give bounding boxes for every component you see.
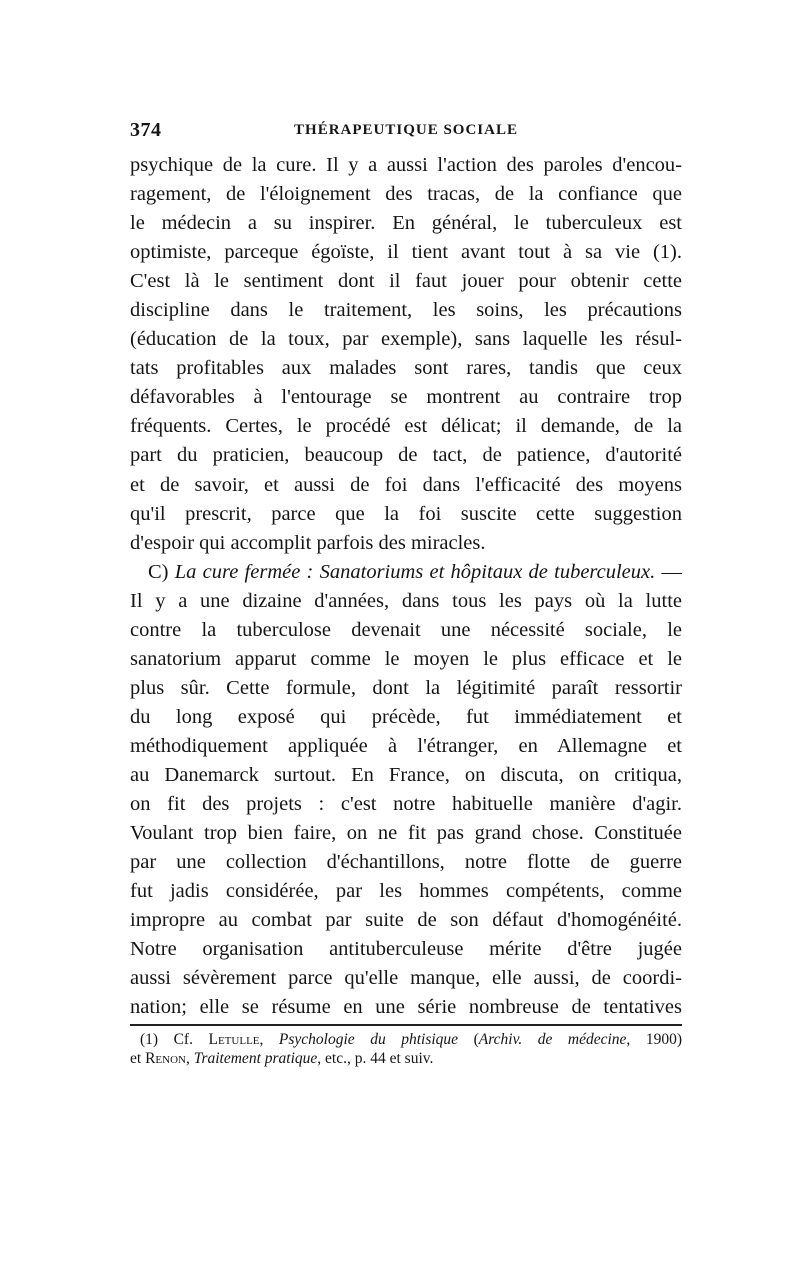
footnote-separator: , bbox=[259, 1031, 279, 1048]
section-heading-line bbox=[130, 558, 682, 587]
text-line: tats profitables aux malades sont rares, tandis que ceux bbox=[130, 357, 682, 380]
text-line: discipline dans le traitement, les soins, les précautions bbox=[130, 299, 682, 322]
text-line: méthodiquement appliquée à l'étranger, en Allemagne et bbox=[130, 734, 682, 757]
text-line: défavorables à l'entourage se montrent au contraire trop bbox=[130, 386, 682, 409]
text-line: psychique de la cure. Il y a aussi l'action des paroles d'encou- bbox=[130, 154, 682, 176]
footnote-title: Traitement pratique bbox=[193, 1050, 318, 1067]
text-line: du long exposé qui précède, fut immédiatement et bbox=[130, 705, 682, 728]
section-dash: — bbox=[655, 560, 682, 583]
text-line: aussi sévèrement parce qu'elle manque, elle aussi, de coordi- bbox=[130, 967, 682, 990]
section-title: La cure fermée : Sanatoriums et hôpitaux de tuberculeux. bbox=[174, 560, 656, 583]
footnote-line bbox=[130, 1049, 682, 1068]
footnote bbox=[130, 1030, 682, 1068]
page-number: 374 bbox=[130, 119, 162, 141]
text-line: part du praticien, beaucoup de tact, de patience, d'autorité bbox=[130, 444, 682, 467]
section-label: C) bbox=[148, 560, 175, 583]
footnote-prefix: (1) Cf. bbox=[140, 1031, 209, 1048]
footnote-year: , 1900) bbox=[626, 1031, 682, 1048]
text-line: fut jadis considérée, par les hommes compétents, comme bbox=[130, 880, 682, 903]
text-line: sanatorium apparut comme le moyen le plus efficace et le bbox=[130, 647, 682, 670]
text-line: contre la tuberculose devenait une nécessité sociale, le bbox=[130, 618, 682, 641]
text-line: par une collection d'échantillons, notre flotte de guerre bbox=[130, 851, 682, 874]
footnote-journal: Archiv. de médecine bbox=[478, 1031, 627, 1048]
text-line: Voulant trop bien faire, on ne fit pas grand chose. Constituée bbox=[130, 822, 682, 845]
running-head bbox=[130, 119, 682, 143]
footnote-author: Letulle bbox=[208, 1031, 260, 1048]
text-line: Notre organisation antituberculeuse mérite d'être jugée bbox=[130, 938, 682, 961]
footnote-author: Renon bbox=[145, 1050, 186, 1067]
footnote-prefix: et bbox=[130, 1050, 146, 1067]
footnote-line bbox=[130, 1030, 682, 1049]
body-text bbox=[130, 151, 682, 1022]
text-line: ragement, de l'éloignement des tracas, de la confiance que bbox=[130, 183, 682, 206]
text-line: (éducation de la toux, par exemple), sans laquelle les résul- bbox=[130, 328, 682, 351]
text-line: fréquents. Certes, le procédé est délicat; il demande, de la bbox=[130, 415, 682, 438]
text-line: et de savoir, et aussi de foi dans l'efficacité des moyens bbox=[130, 473, 682, 496]
text-line: le médecin a su inspirer. En général, le tuberculeux est bbox=[130, 212, 682, 235]
footnote-paren: ( bbox=[458, 1031, 479, 1048]
footnote-rest: , etc., p. 44 et suiv. bbox=[317, 1050, 434, 1067]
text-line: on fit des projets : c'est notre habituelle manière d'agir. bbox=[130, 793, 682, 816]
text-line: nation; elle se résume en une série nombreuse de tentatives bbox=[130, 996, 682, 1019]
text-line: au Danemarck surtout. En France, on discuta, on critiqua, bbox=[130, 763, 682, 786]
footnote-separator: , bbox=[185, 1050, 194, 1067]
text-line: qu'il prescrit, parce que la foi suscite cette suggestion bbox=[130, 502, 682, 525]
text-line: plus sûr. Cette formule, dont la légitimité paraît ressortir bbox=[130, 676, 682, 699]
text-line: impropre au combat par suite de son défaut d'homogénéité. bbox=[130, 909, 682, 932]
running-title: THÉRAPEUTIQUE SOCIALE bbox=[294, 122, 518, 138]
text-line: optimiste, parceque égoïste, il tient avant tout à sa vie (1). bbox=[130, 241, 682, 264]
text-line: Il y a une dizaine d'années, dans tous les pays où la lutte bbox=[130, 589, 682, 612]
text-line: d'espoir qui accomplit parfois des miracles. bbox=[130, 531, 486, 554]
footnote-rule bbox=[130, 1024, 682, 1026]
text-line: C'est là le sentiment dont il faut jouer pour obtenir cette bbox=[130, 270, 682, 293]
footnote-title: Psychologie du phtisique bbox=[278, 1031, 459, 1048]
